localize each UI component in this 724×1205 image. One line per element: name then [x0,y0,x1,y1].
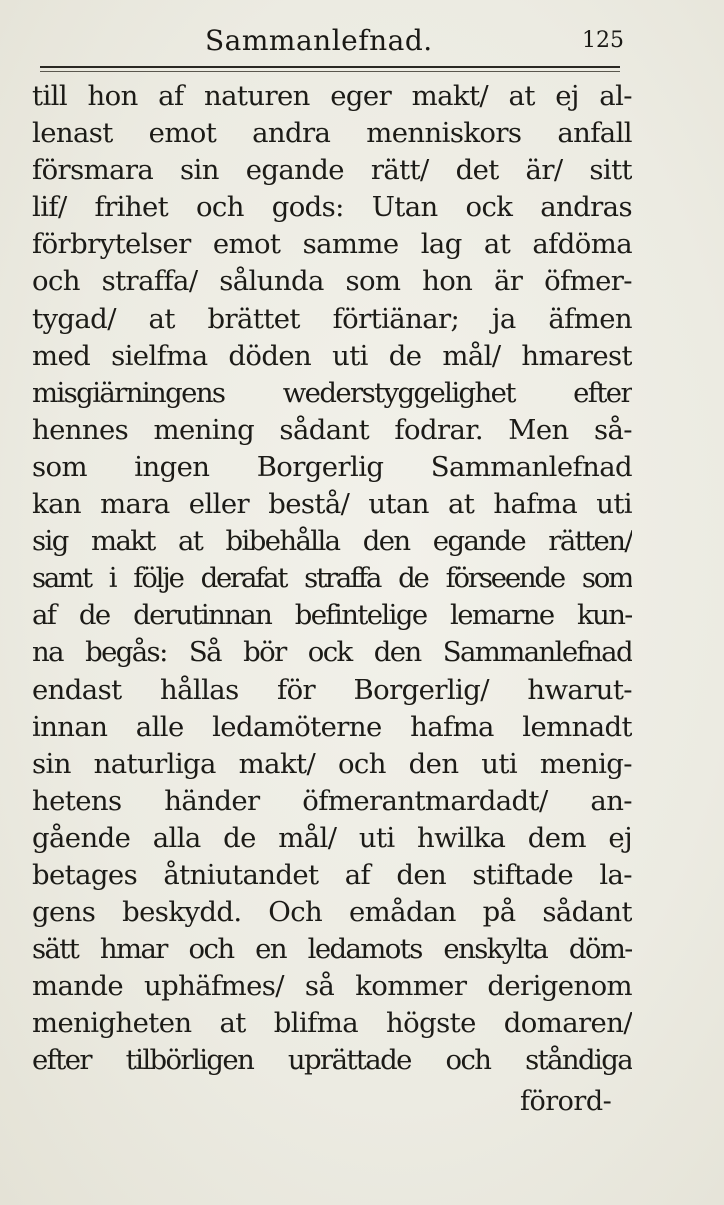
text-line: endast hållas för Borgerlig/ hwarut- [32,673,632,706]
text-line: sätt hmar och en ledamots enskylta döm- [32,933,632,966]
text-line: förbrytelser emot samme lag at afdöma [32,228,632,261]
text-line: innan alle ledamöterne hafma lemnadt [32,710,632,743]
catchword: förord- [520,1086,612,1117]
text-line: kan mara eller bestå/ utan at hafma uti [32,488,632,521]
text-line: som ingen Borgerlig Sammanlefnad [32,450,632,483]
text-line: mande uphäfmes/ så kommer derigenom [32,970,632,1003]
text-line: sin naturliga makt/ och den uti menig- [32,747,632,780]
text-line: na begås: Så bör ock den Sammanlefnad [32,636,632,669]
text-line: till hon af naturen eger makt/ at ej al- [32,80,632,112]
text-line: sig makt at bibehålla den egande rätten/ [32,525,632,558]
text-line: gens beskydd. Och emådan på sådant [32,896,632,929]
text-line: försmara sin egande rätt/ det är/ sitt [32,154,632,187]
text-line: samt i följe derafat straffa de förseende som [32,562,632,595]
text-line: lif/ frihet och gods: Utan ock andras [32,191,632,224]
page-number: 125 [582,28,624,53]
header-rule-thin [40,71,620,72]
text-line: efter tilbörligen uprättade och ståndiga [32,1044,632,1077]
text-line: hetens händer öfmerantmardadt/ an- [32,784,632,817]
text-line: misgiärningens wederstyggelighet efter [32,376,632,409]
text-line: hennes mening sådant fodrar. Men så- [32,413,632,446]
text-line: lenast emot andra menniskors anfall [32,117,632,150]
running-head-title: Sammanlefnad. [205,24,433,57]
text-line: tygad/ at brättet förtiänar; ja äfmen [32,302,632,335]
text-line: menigheten at blifma högste domaren/ [32,1007,632,1040]
text-line: och straffa/ sålunda som hon är öfmer- [32,265,632,298]
body-text [32,78,632,1080]
header-rule [40,66,620,68]
text-line: af de derutinnan befintelige lemarne kun- [32,599,632,632]
text-line: gående alla de mål/ uti hwilka dem ej [32,821,632,854]
text-line: betages åtniutandet af den stiftade la- [32,858,632,891]
running-head [0,24,724,64]
text-line: med sielfma döden uti de mål/ hmarest [32,339,632,372]
